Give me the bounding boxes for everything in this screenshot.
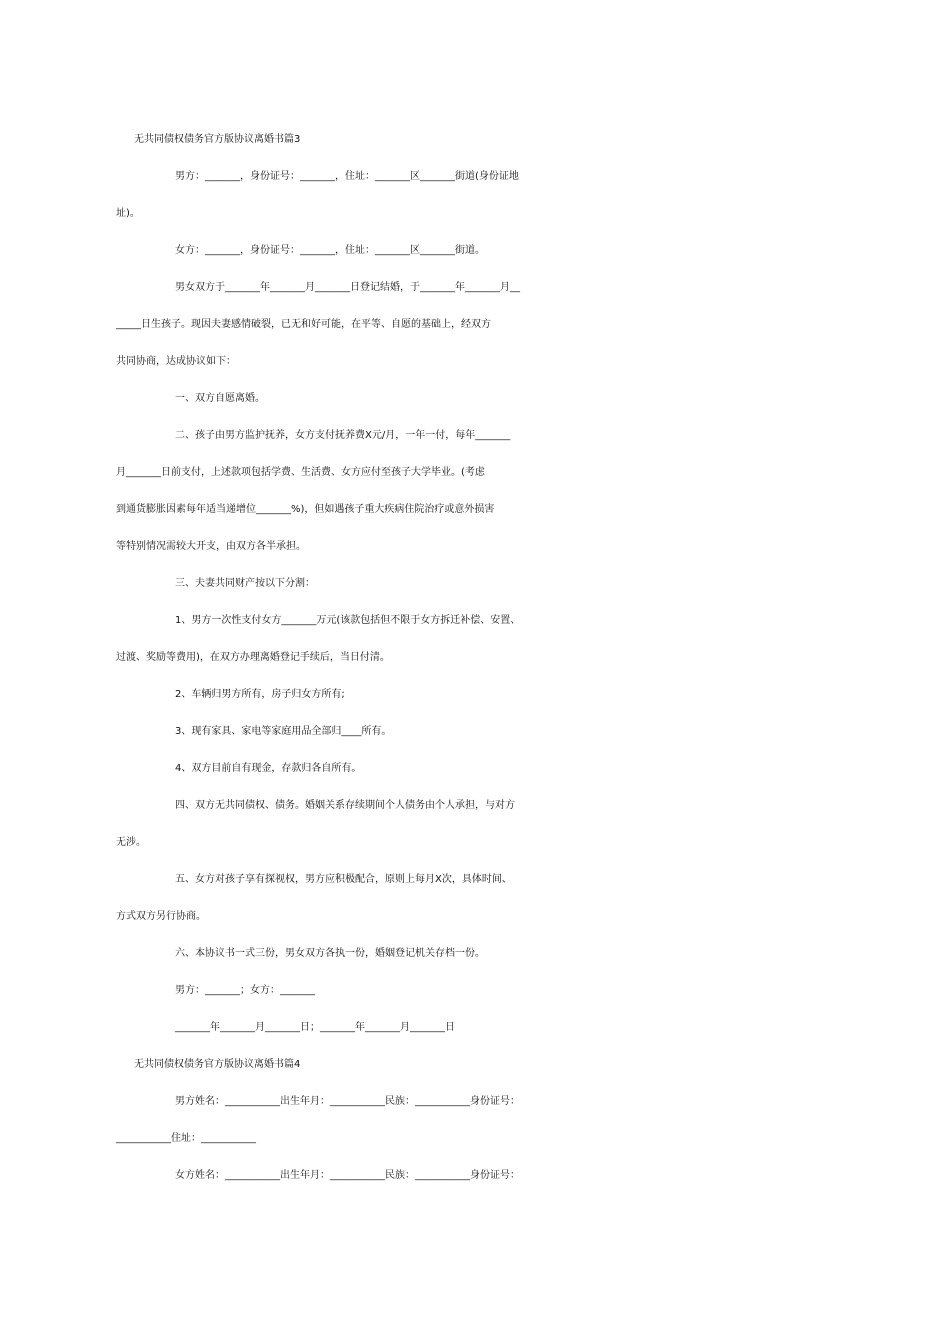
female-info-line: 女方姓名：___________出生年月：___________民族：___________身份证号：	[175, 1170, 520, 1181]
male-info-line-cont: ___________住址：___________	[116, 1133, 256, 1144]
agreement-intro-line: 共同协商，达成协议如下：	[116, 356, 236, 367]
signature-line: 男方：_______；女方：_______	[175, 985, 315, 996]
clause-2-line-2: 月_______日前支付，上述款项包括学费、生活费、女方应付至孩子大学毕业。(考虑	[116, 467, 485, 478]
male-party-line: 男方：_______，身份证号：_______，住址：_______区_______街道(身份证地	[175, 171, 519, 182]
clause-1: 一、双方自愿离婚。	[175, 393, 265, 404]
marriage-date-line-cont: _____日生孩子。现因夫妻感情破裂，已无和好可能，在平等、自愿的基础上，经双方	[116, 319, 491, 330]
clause-3: 三、夫妻共同财产按以下分割：	[175, 578, 315, 589]
clause-4-line-2: 无涉。	[116, 837, 146, 848]
clause-3-2: 2、车辆归男方所有，房子归女方所有;	[175, 689, 345, 700]
male-party-line-cont: 址)。	[116, 208, 140, 219]
clause-3-1-line-1: 1、男方一次性支付女方_______万元(该款包括但不限于女方拆迁补偿、安置、	[175, 615, 521, 626]
female-party-line: 女方：_______，身份证号：_______，住址：_______区_______街道。	[175, 245, 485, 256]
clause-2-line-4: 等特别情况需较大开支，由双方各半承担。	[116, 541, 306, 552]
clause-2-line-1: 二、孩子由男方监护抚养，女方支付抚养费X元/月，一年一付，每年_______	[175, 430, 511, 441]
section3-title: 无共同债权债务官方版协议离婚书篇3	[134, 134, 301, 145]
clause-6: 六、本协议书一式三份，男女双方各执一份，婚姻登记机关存档一份。	[175, 948, 485, 959]
date-line: _______年_______月_______日；_______年_______月_______日	[175, 1022, 455, 1033]
section4-title: 无共同债权债务官方版协议离婚书篇4	[134, 1059, 301, 1070]
clause-4-line-1: 四、双方无共同债权、债务。婚姻关系存续期间个人债务由个人承担，与对方	[175, 800, 515, 811]
clause-3-4: 4、双方目前自有现金，存款归各自所有。	[175, 763, 362, 774]
clause-3-1-line-2: 过渡、奖励等费用)，在双方办理离婚登记手续后，当日付清。	[116, 652, 390, 663]
clause-2-line-3: 到通货膨胀因素每年适当递增位_______%)，但如遇孩子重大疾病住院治疗或意外损害	[116, 504, 495, 515]
marriage-date-line: 男女双方于_______年_______月_______日登记结婚，于_______年_______月__	[175, 282, 520, 293]
clause-5-line-1: 五、女方对孩子享有探视权，男方应积极配合，原则上每月X次，具体时间、	[175, 874, 512, 885]
clause-5-line-2: 方式双方另行协商。	[116, 911, 206, 922]
clause-3-3: 3、现有家具、家电等家庭用品全部归____所有。	[175, 726, 392, 737]
male-info-line: 男方姓名：___________出生年月：___________民族：___________身份证号：	[175, 1096, 520, 1107]
